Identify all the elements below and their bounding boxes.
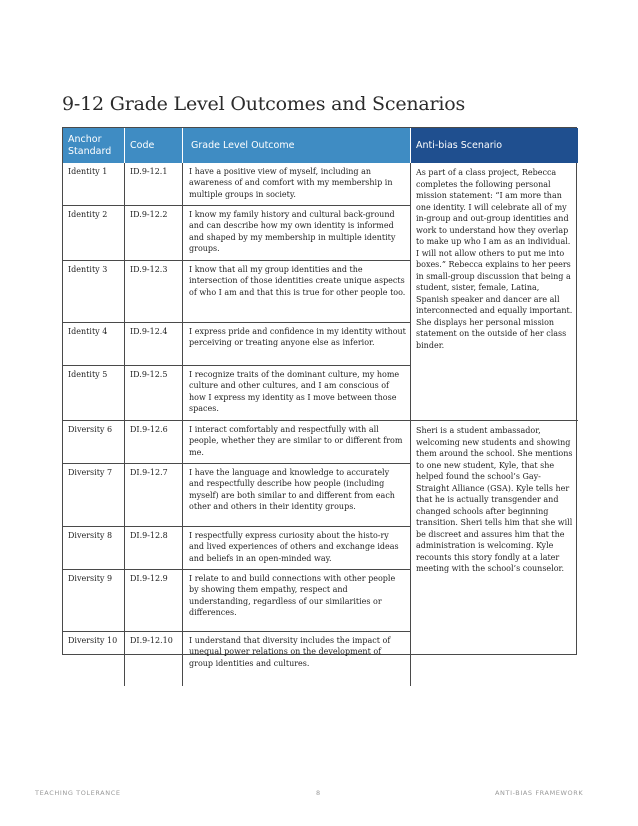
anchor-cell: Diversity 10 [63,632,125,686]
code-cell: DI.9-12.9 [125,570,183,632]
anchor-cell: Diversity 9 [63,570,125,632]
footer-publisher: TEACHING TOLERANCE [35,789,121,797]
anchor-cell: Identity 1 [63,163,125,206]
outcome-cell: I have the language and knowledge to accurately and respectfully describe how people (including myself) are both similar to and different from each other and others in their identity groups. [183,464,411,527]
anchor-cell: Identity 5 [63,366,125,421]
outcome-cell: I interact comfortably and respectfully with all people, whether they are similar to or different from me. [183,421,411,464]
anchor-cell: Diversity 6 [63,421,125,464]
header-code: Code [125,128,183,163]
outcome-cell: I express pride and confidence in my identity without perceiving or treating anyone else as inferior. [183,323,411,366]
code-cell: ID.9-12.1 [125,163,183,206]
outcomes-table [62,127,577,668]
footer-document-title: ANTI-BIAS FRAMEWORK [495,789,584,797]
outcome-cell: I know that all my group identities and the intersection of those identities create unique aspects of who I am and that this is true for other people too. [183,261,411,323]
outcome-cell: I understand that diversity includes the impact of unequal power relations on the development of group identities and cultures. [183,632,411,686]
header-anchor-standard: Anchor Standard [63,128,125,163]
code-cell: ID.9-12.5 [125,366,183,421]
code-cell: ID.9-12.3 [125,261,183,323]
anchor-cell: Diversity 7 [63,464,125,527]
header-grade-level-outcome: Grade Level Outcome [183,128,411,163]
scenario-diversity: Sheri is a student ambassador, welcoming new students and showing them around the school. She mentions to one new student, Kyle, that she helped found the school’s Gay-Straight Alliance (GSA). Kyle tells her that he is actually transgender and changed schools after beginning transition. Sheri tells him that she will be discreet and assures him that the administration is welcoming. Kyle recounts this story fondly at a later meeting with the school’s counselor. [416,426,573,573]
code-cell: DI.9-12.10 [125,632,183,686]
outcome-cell: I know my family history and cultural back-ground and can describe how my own identity is informed and shaped by my membership in multiple identity groups. [183,206,411,261]
footer-page-number: 8 [316,789,321,797]
anchor-cell: Identity 2 [63,206,125,261]
code-cell: ID.9-12.2 [125,206,183,261]
anchor-cell: Identity 4 [63,323,125,366]
outcome-cell: I respectfully express curiosity about the histo-ry and lived experiences of others and exchange ideas and beliefs in an open-minded way. [183,527,411,570]
anchor-cell: Identity 3 [63,261,125,323]
page-title: 9-12 Grade Level Outcomes and Scenarios [62,93,466,115]
code-cell: DI.9-12.7 [125,464,183,527]
code-cell: ID.9-12.4 [125,323,183,366]
header-anti-bias-scenario: Anti-bias Scenario [411,128,578,163]
outcome-cell: I have a positive view of myself, including an awareness of and comfort with my membership in multiple groups in society. [183,163,411,206]
scenario-identity: As part of a class project, Rebecca completes the following personal mission statement: “I am more than one identity. I will celebrate all of my in-group and out-group identities and work to understand how they overlap to make up who I am as an individual. I will not allow others to put me into boxes.” Rebecca explains to her peers in small-group discussion that being a student, sister, female, Latina, Spanish speaker and dancer are all interconnected and equally important. She displays her personal mission statement on the outside of her class binder. [411,163,578,421]
outcome-cell: I relate to and build connections with other people by showing them empathy, respect and understanding, regardless of our similarities or differences. [183,570,411,632]
outcome-cell: I recognize traits of the dominant culture, my home culture and other cultures, and I am conscious of how I express my identity as I move between those spaces. [183,366,411,421]
code-cell: DI.9-12.6 [125,421,183,464]
code-cell: DI.9-12.8 [125,527,183,570]
anchor-cell: Diversity 8 [63,527,125,570]
